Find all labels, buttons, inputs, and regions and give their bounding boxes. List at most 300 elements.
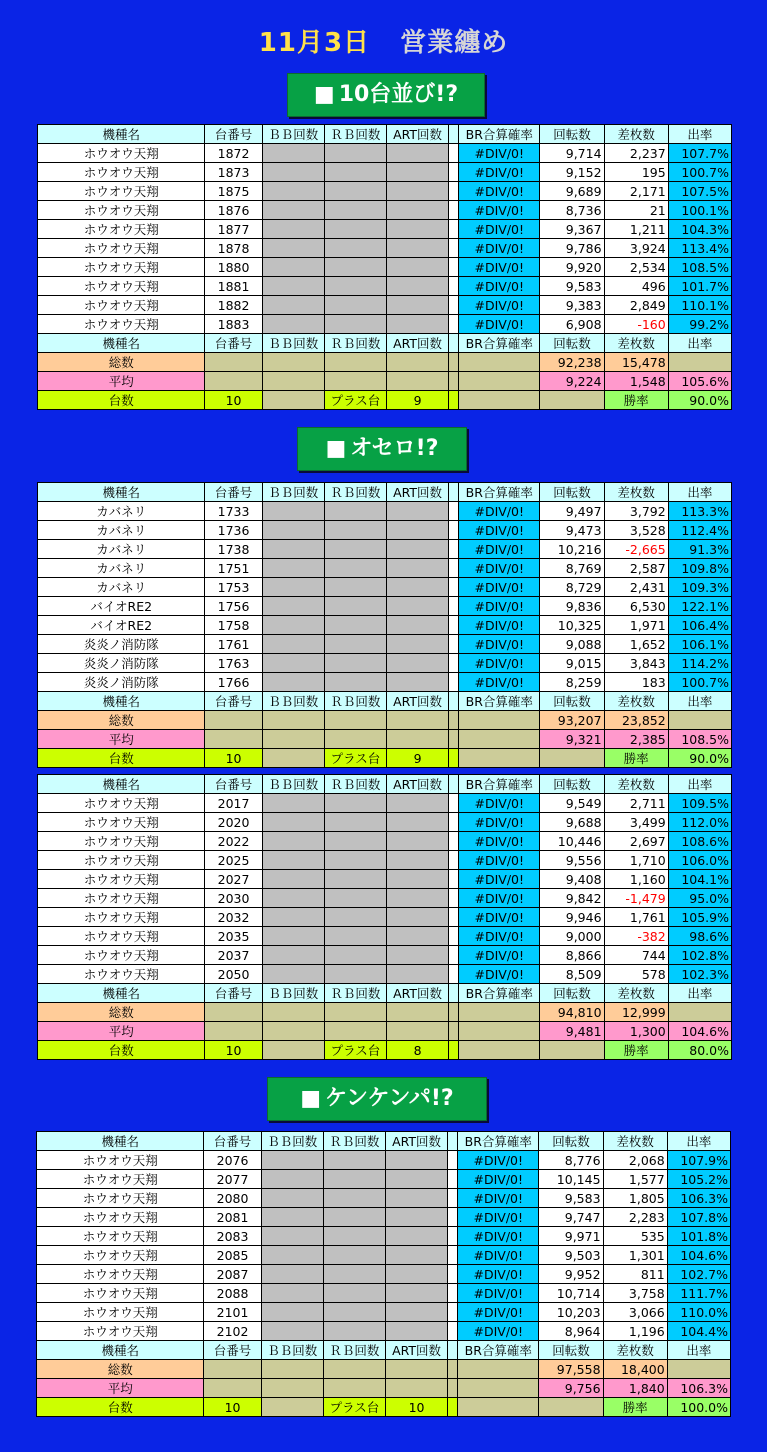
machine-name: ホウオウ天翔 [38, 851, 205, 870]
bb-count [262, 889, 324, 908]
br-probability: #DIV/0! [458, 1303, 539, 1322]
rb-count [324, 946, 386, 965]
column-header: 出率 [668, 334, 731, 353]
blank [668, 353, 731, 372]
machine-number: 1881 [205, 277, 262, 296]
average-rate: 105.6% [668, 372, 731, 391]
table-row [38, 927, 732, 946]
spin-count: 9,015 [540, 654, 604, 673]
br-probability: #DIV/0! [459, 965, 540, 984]
br-probability: #DIV/0! [459, 654, 540, 673]
br-probability: #DIV/0! [458, 1246, 539, 1265]
table-row [38, 201, 732, 220]
art-count [386, 946, 448, 965]
bb-count [262, 851, 324, 870]
column-header: ＢＢ回数 [262, 984, 324, 1003]
spacer [449, 277, 459, 296]
art-count [386, 540, 448, 559]
column-header: 回転数 [540, 775, 604, 794]
coin-difference: 1,301 [603, 1246, 667, 1265]
table-row [38, 851, 732, 870]
table-row [37, 1284, 731, 1303]
plus-label: プラス台 [324, 1041, 386, 1060]
bb-count [262, 870, 324, 889]
art-count [386, 616, 448, 635]
bb-count [262, 239, 324, 258]
column-header: 台番号 [205, 483, 262, 502]
coin-difference: -382 [604, 927, 668, 946]
rb-count [323, 1170, 385, 1189]
table-row [38, 296, 732, 315]
average-spins: 9,321 [540, 730, 604, 749]
unit-count: 10 [205, 1041, 262, 1060]
machine-number: 1766 [205, 673, 262, 692]
machine-number: 2035 [205, 927, 262, 946]
payout-rate: 91.3% [668, 540, 731, 559]
blank [324, 372, 386, 391]
blank [459, 749, 540, 768]
coin-difference: 2,587 [604, 559, 668, 578]
table-row [38, 794, 732, 813]
spin-count: 10,446 [540, 832, 604, 851]
blank [324, 1003, 386, 1022]
machine-name: ホウオウ天翔 [38, 965, 205, 984]
section-title: ケンケンパ!? [325, 1086, 454, 1111]
machine-number: 2032 [205, 908, 262, 927]
bb-count [261, 1189, 323, 1208]
table-row [38, 889, 732, 908]
spacer [449, 201, 459, 220]
column-header [449, 334, 459, 353]
count-row [38, 1041, 732, 1060]
coin-difference: 1,710 [604, 851, 668, 870]
table-row [38, 673, 732, 692]
header-row [38, 692, 732, 711]
rb-count [324, 889, 386, 908]
rb-count [324, 616, 386, 635]
spacer [449, 965, 459, 984]
plus-count: 9 [386, 749, 448, 768]
art-count [385, 1246, 447, 1265]
coin-difference: 811 [603, 1265, 667, 1284]
machine-name: カバネリ [38, 578, 205, 597]
table-row [38, 832, 732, 851]
blank [449, 1022, 459, 1041]
section-title: オセロ!? [350, 436, 439, 461]
art-count [386, 277, 448, 296]
table-row [38, 239, 732, 258]
table-row [37, 1151, 731, 1170]
bb-count [262, 540, 324, 559]
spacer [449, 927, 459, 946]
spacer [449, 635, 459, 654]
machine-number: 1878 [205, 239, 262, 258]
art-count [386, 220, 448, 239]
machine-name: カバネリ [38, 521, 205, 540]
column-header: ＲＢ回数 [324, 125, 386, 144]
table-row [38, 635, 732, 654]
winrate-label: 勝率 [604, 391, 668, 410]
machine-number: 1876 [205, 201, 262, 220]
blank [459, 711, 540, 730]
bb-count [262, 182, 324, 201]
column-header: ＲＢ回数 [324, 984, 386, 1003]
table-row [38, 182, 732, 201]
spacer [448, 1151, 458, 1170]
blank [459, 391, 540, 410]
blank [385, 1360, 447, 1379]
spin-count: 9,583 [539, 1189, 603, 1208]
header-row [37, 1341, 731, 1360]
spin-count: 8,736 [540, 201, 604, 220]
bb-count [261, 1170, 323, 1189]
payout-rate: 106.1% [668, 635, 731, 654]
square-bullet-icon: ■ [313, 82, 335, 107]
payout-rate: 101.7% [668, 277, 731, 296]
payout-rate: 100.1% [668, 201, 731, 220]
art-count [386, 908, 448, 927]
column-header [449, 483, 459, 502]
bb-count [262, 832, 324, 851]
art-count [385, 1170, 447, 1189]
bb-count [262, 163, 324, 182]
column-header: 回転数 [540, 984, 604, 1003]
coin-difference: 3,758 [603, 1284, 667, 1303]
machine-number: 2022 [205, 832, 262, 851]
blank [449, 391, 459, 410]
art-count [385, 1265, 447, 1284]
average-rate: 106.3% [667, 1379, 730, 1398]
column-header: ＲＢ回数 [324, 334, 386, 353]
total-label: 総数 [38, 353, 205, 372]
machine-name: ホウオウ天翔 [37, 1151, 204, 1170]
machine-number: 1875 [205, 182, 262, 201]
bb-count [262, 927, 324, 946]
column-header: 機種名 [37, 1132, 204, 1151]
data-table [37, 482, 732, 768]
section-banner [297, 427, 467, 471]
machine-number: 1756 [205, 597, 262, 616]
bb-count [262, 946, 324, 965]
header-row [38, 125, 732, 144]
spacer [448, 1265, 458, 1284]
payout-rate: 101.8% [667, 1227, 730, 1246]
table-row [38, 616, 732, 635]
art-count [386, 296, 448, 315]
spin-count: 9,920 [540, 258, 604, 277]
coin-difference: -160 [604, 315, 668, 334]
payout-rate: 99.2% [668, 315, 731, 334]
machine-number: 1751 [205, 559, 262, 578]
machine-name: バイオRE2 [38, 597, 205, 616]
machine-number: 1880 [205, 258, 262, 277]
blank [668, 711, 731, 730]
spin-count: 9,000 [540, 927, 604, 946]
total-spins: 97,558 [539, 1360, 603, 1379]
spacer [449, 163, 459, 182]
rb-count [324, 578, 386, 597]
column-header: BR合算確率 [459, 984, 540, 1003]
spacer [449, 889, 459, 908]
blank [324, 353, 386, 372]
spin-count: 9,971 [539, 1227, 603, 1246]
column-header: 出率 [668, 483, 731, 502]
column-header: ＢＢ回数 [262, 483, 324, 502]
blank [386, 1022, 448, 1041]
column-header: 機種名 [38, 984, 205, 1003]
machine-name: ホウオウ天翔 [38, 794, 205, 813]
spin-count: 9,747 [539, 1208, 603, 1227]
coin-difference: -2,665 [604, 540, 668, 559]
column-header: 出率 [667, 1341, 730, 1360]
table-row [38, 502, 732, 521]
table-row [38, 163, 732, 182]
column-header: ART回数 [386, 334, 448, 353]
art-count [386, 315, 448, 334]
machine-name: バイオRE2 [38, 616, 205, 635]
payout-rate: 98.6% [668, 927, 731, 946]
table-row [38, 540, 732, 559]
unit-count: 10 [205, 391, 262, 410]
blank [449, 1041, 459, 1060]
blank [540, 391, 604, 410]
total-label: 総数 [37, 1360, 204, 1379]
br-probability: #DIV/0! [459, 889, 540, 908]
spin-count: 9,689 [540, 182, 604, 201]
spacer [449, 315, 459, 334]
rb-count [324, 654, 386, 673]
coin-difference: 1,805 [603, 1189, 667, 1208]
br-probability: #DIV/0! [459, 277, 540, 296]
machine-number: 2037 [205, 946, 262, 965]
count-label: 台数 [38, 391, 205, 410]
blank [668, 1003, 731, 1022]
machine-number: 1758 [205, 616, 262, 635]
rb-count [323, 1246, 385, 1265]
blank [449, 711, 459, 730]
br-probability: #DIV/0! [459, 635, 540, 654]
coin-difference: 2,849 [604, 296, 668, 315]
payout-rate: 107.8% [667, 1208, 730, 1227]
bb-count [262, 296, 324, 315]
column-header: 差枚数 [604, 775, 668, 794]
payout-rate: 110.0% [667, 1303, 730, 1322]
payout-rate: 112.0% [668, 813, 731, 832]
payout-rate: 105.2% [667, 1170, 730, 1189]
bb-count [262, 521, 324, 540]
data-table [36, 1131, 731, 1417]
spin-count: 9,549 [540, 794, 604, 813]
machine-name: ホウオウ天翔 [38, 220, 205, 239]
machine-number: 1872 [205, 144, 262, 163]
art-count [386, 163, 448, 182]
spin-count: 9,714 [540, 144, 604, 163]
bb-count [262, 502, 324, 521]
br-probability: #DIV/0! [458, 1265, 539, 1284]
column-header: ART回数 [385, 1132, 447, 1151]
column-header: 台番号 [205, 334, 262, 353]
coin-difference: 3,528 [604, 521, 668, 540]
blank [449, 372, 459, 391]
column-header: 台番号 [204, 1341, 261, 1360]
column-header [449, 775, 459, 794]
column-header: 回転数 [540, 125, 604, 144]
spin-count: 9,842 [540, 889, 604, 908]
br-probability: #DIV/0! [459, 163, 540, 182]
br-probability: #DIV/0! [459, 521, 540, 540]
column-header: 台番号 [205, 775, 262, 794]
blank [205, 730, 262, 749]
spin-count: 9,583 [540, 277, 604, 296]
bb-count [261, 1322, 323, 1341]
br-probability: #DIV/0! [459, 201, 540, 220]
blank [324, 730, 386, 749]
blank [459, 372, 540, 391]
bb-count [261, 1208, 323, 1227]
column-header: ＲＢ回数 [323, 1132, 385, 1151]
machine-number: 2083 [204, 1227, 261, 1246]
spin-count: 9,952 [539, 1265, 603, 1284]
rb-count [323, 1284, 385, 1303]
blank [386, 372, 448, 391]
column-header: 台番号 [205, 984, 262, 1003]
total-diff: 15,478 [604, 353, 668, 372]
table-row [38, 258, 732, 277]
machine-name: ホウオウ天翔 [37, 1284, 204, 1303]
bb-count [262, 597, 324, 616]
bb-count [262, 258, 324, 277]
payout-rate: 114.2% [668, 654, 731, 673]
count-label: 台数 [38, 1041, 205, 1060]
payout-rate: 112.4% [668, 521, 731, 540]
plus-count: 8 [386, 1041, 448, 1060]
br-probability: #DIV/0! [459, 144, 540, 163]
table-row [38, 144, 732, 163]
count-label: 台数 [38, 749, 205, 768]
machine-name: ホウオウ天翔 [37, 1265, 204, 1284]
machine-name: ホウオウ天翔 [37, 1208, 204, 1227]
spacer [449, 908, 459, 927]
payout-rate: 122.1% [668, 597, 731, 616]
column-header: ＢＢ回数 [261, 1132, 323, 1151]
coin-difference: 2,431 [604, 578, 668, 597]
rb-count [324, 965, 386, 984]
plus-label: プラス台 [324, 749, 386, 768]
blank [386, 711, 448, 730]
column-header: ART回数 [386, 125, 448, 144]
machine-number: 2030 [205, 889, 262, 908]
column-header: 差枚数 [604, 984, 668, 1003]
machine-number: 2088 [204, 1284, 261, 1303]
spacer [449, 673, 459, 692]
data-table [37, 774, 732, 1060]
total-spins: 92,238 [540, 353, 604, 372]
br-probability: #DIV/0! [458, 1189, 539, 1208]
art-count [386, 635, 448, 654]
column-header: 機種名 [38, 775, 205, 794]
section-banner [287, 73, 485, 117]
coin-difference: 496 [604, 277, 668, 296]
bb-count [261, 1246, 323, 1265]
br-probability: #DIV/0! [458, 1151, 539, 1170]
spin-count: 9,946 [540, 908, 604, 927]
column-header: ＲＢ回数 [324, 483, 386, 502]
machine-name: ホウオウ天翔 [38, 144, 205, 163]
machine-name: ホウオウ天翔 [37, 1170, 204, 1189]
br-probability: #DIV/0! [459, 220, 540, 239]
blank [386, 730, 448, 749]
blank [205, 353, 262, 372]
spacer [448, 1284, 458, 1303]
art-count [386, 673, 448, 692]
coin-difference: 2,237 [604, 144, 668, 163]
rb-count [323, 1151, 385, 1170]
total-label: 総数 [38, 1003, 205, 1022]
blank [262, 391, 324, 410]
spacer [449, 540, 459, 559]
bb-count [262, 559, 324, 578]
table-row [38, 578, 732, 597]
art-count [385, 1227, 447, 1246]
machine-name: ホウオウ天翔 [38, 908, 205, 927]
bb-count [262, 277, 324, 296]
column-header: 回転数 [540, 692, 604, 711]
spacer [449, 597, 459, 616]
data-table [37, 124, 732, 410]
header-row [37, 1132, 731, 1151]
column-header: BR合算確率 [459, 483, 540, 502]
average-label: 平均 [38, 1022, 205, 1041]
machine-number: 2087 [204, 1265, 261, 1284]
blank [459, 730, 540, 749]
art-count [386, 654, 448, 673]
br-probability: #DIV/0! [459, 239, 540, 258]
payout-rate: 110.1% [668, 296, 731, 315]
table-row [37, 1246, 731, 1265]
machine-number: 2027 [205, 870, 262, 889]
column-header: BR合算確率 [458, 1341, 539, 1360]
machine-name: ホウオウ天翔 [38, 296, 205, 315]
spacer [449, 521, 459, 540]
machine-number: 1873 [205, 163, 262, 182]
total-diff: 23,852 [604, 711, 668, 730]
column-header [449, 125, 459, 144]
coin-difference: 744 [604, 946, 668, 965]
spacer [449, 794, 459, 813]
spin-count: 10,216 [540, 540, 604, 559]
table-row [38, 315, 732, 334]
coin-difference: 1,196 [603, 1322, 667, 1341]
blank [448, 1398, 458, 1417]
coin-difference: 6,530 [604, 597, 668, 616]
art-count [385, 1208, 447, 1227]
rb-count [324, 220, 386, 239]
coin-difference: 195 [604, 163, 668, 182]
blank [449, 353, 459, 372]
rb-count [324, 908, 386, 927]
machine-name: カバネリ [38, 559, 205, 578]
column-header: 回転数 [539, 1132, 603, 1151]
blank [262, 1003, 324, 1022]
table-row [37, 1189, 731, 1208]
table-row [37, 1208, 731, 1227]
coin-difference: 2,534 [604, 258, 668, 277]
br-probability: #DIV/0! [459, 502, 540, 521]
rb-count [324, 144, 386, 163]
coin-difference: 578 [604, 965, 668, 984]
total-row [38, 1003, 732, 1022]
payout-rate: 107.7% [668, 144, 731, 163]
